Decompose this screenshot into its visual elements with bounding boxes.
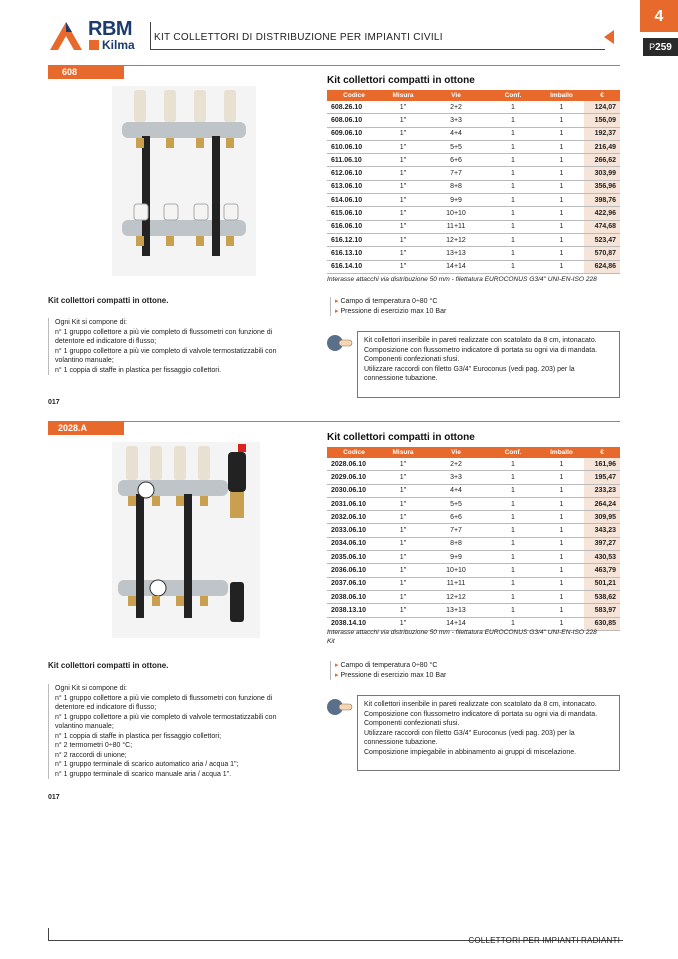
table-cell: 1 <box>487 458 539 471</box>
table-cell: 1" <box>381 590 425 603</box>
table-cell: 1" <box>381 220 425 233</box>
table-cell: 1 <box>539 497 584 510</box>
spec-bullets <box>330 297 535 316</box>
product-code: 2036.06.10 <box>327 564 381 577</box>
price-table <box>327 90 620 274</box>
table-cell: 1 <box>539 564 584 577</box>
info-line: Utilizzare raccordi con filetto G3/4" Euroconus (vedi pag. 203) per la connessione tubazione. <box>364 729 575 746</box>
spec-bullet: ▸ Campo di temperatura 0÷80 °C <box>335 661 535 671</box>
product-code: 2038.14.10 <box>327 617 381 630</box>
table-cell: 1 <box>487 154 539 167</box>
info-box <box>357 695 620 771</box>
product-code: 608.06.10 <box>327 114 381 127</box>
spec-bullets <box>330 661 535 680</box>
table-cell: 14+14 <box>425 617 487 630</box>
price-cell: 233,23 <box>584 484 620 497</box>
table-cell: 4+4 <box>425 484 487 497</box>
table-cell: 1" <box>381 247 425 260</box>
table-cell: 1 <box>487 577 539 590</box>
product-code: 615.06.10 <box>327 207 381 220</box>
table-cell: 3+3 <box>425 114 487 127</box>
price-cell: 161,96 <box>584 458 620 471</box>
table-cell: 12+12 <box>425 590 487 603</box>
table-row <box>327 167 620 180</box>
table-cell: 1 <box>539 114 584 127</box>
column-header: Codice <box>327 447 381 458</box>
product-code: 2028.06.10 <box>327 458 381 471</box>
price-cell: 303,99 <box>584 167 620 180</box>
product-code: 616.06.10 <box>327 220 381 233</box>
price-cell: 124,07 <box>584 101 620 114</box>
table-cell: 1 <box>539 154 584 167</box>
price-cell: 463,79 <box>584 564 620 577</box>
table-cell: 13+13 <box>425 604 487 617</box>
section-code: 017 <box>48 399 60 406</box>
table-cell: 1" <box>381 260 425 273</box>
table-cell: 1" <box>381 194 425 207</box>
table-row <box>327 140 620 153</box>
table-cell: 1 <box>487 564 539 577</box>
table-row <box>327 101 620 114</box>
product-code: 608.26.10 <box>327 101 381 114</box>
page-title: KIT COLLETTORI DI DISTRIBUZIONE PER IMPIANTI CIVILI <box>154 32 443 43</box>
price-cell: 192,37 <box>584 127 620 140</box>
info-line: Kit collettori inseribile in pareti realizzate con scatolato da 8 cm, intonacato. <box>364 701 597 708</box>
table-cell: 1 <box>539 458 584 471</box>
table-cell: 1 <box>487 537 539 550</box>
product-code: 612.06.10 <box>327 167 381 180</box>
info-line: Composizione impiegabile in abbinamento ai gruppi di miscelazione. <box>364 748 577 756</box>
header-rule <box>150 49 605 50</box>
composition-item: n° 2 raccordi di unione; <box>55 751 127 759</box>
table-row <box>327 127 620 140</box>
column-header: Misura <box>381 447 425 458</box>
product-photo <box>112 86 256 276</box>
table-note: Interasse attacchi via distribuzione 50 mm - filettatura EUROCONUS G3/4" UNI-EN-ISO 228 <box>327 276 597 283</box>
composition-item: n° 1 gruppo collettore a più vie completo di flussometri con funzione di detentore ed indicatore di flusso; <box>55 328 273 345</box>
info-line: Utilizzare raccordi con filetto G3/4" Euroconus (vedi pag. 203) per la connessione tubazione. <box>364 365 575 382</box>
table-cell: 1" <box>381 617 425 630</box>
table-cell: 4+4 <box>425 127 487 140</box>
table-cell: 1 <box>539 511 584 524</box>
table-row <box>327 564 620 577</box>
product-code: 2032.06.10 <box>327 511 381 524</box>
table-cell: 13+13 <box>425 247 487 260</box>
table-cell: 2+2 <box>425 101 487 114</box>
description-title: Kit collettori compatti in ottone. <box>48 296 169 305</box>
table-cell: 1 <box>487 471 539 484</box>
section-rule <box>48 421 620 422</box>
section-rule <box>48 65 620 66</box>
price-cell: 343,23 <box>584 524 620 537</box>
rbm-logo <box>48 18 148 54</box>
product-code: 2038.13.10 <box>327 604 381 617</box>
table-cell: 10+10 <box>425 207 487 220</box>
table-cell: 8+8 <box>425 180 487 193</box>
table-cell: 1" <box>381 524 425 537</box>
section-badge: 2028.A <box>48 421 124 435</box>
product-code: 2030.06.10 <box>327 484 381 497</box>
kit-title: Kit collettori compatti in ottone <box>327 432 475 443</box>
table-cell: 1" <box>381 233 425 246</box>
table-cell: 1" <box>381 551 425 564</box>
table-cell: 1 <box>487 127 539 140</box>
table-row <box>327 511 620 524</box>
product-code: 2034.06.10 <box>327 537 381 550</box>
product-code: 2035.06.10 <box>327 551 381 564</box>
page-number: 259 <box>655 42 672 53</box>
spec-bullet: ▸ Campo di temperatura 0÷80 °C <box>335 297 535 307</box>
table-row <box>327 537 620 550</box>
table-row <box>327 220 620 233</box>
composition-item: Ogni Kit si compone di: <box>55 319 127 326</box>
table-cell: 5+5 <box>425 497 487 510</box>
table-cell: 1 <box>539 233 584 246</box>
info-box <box>357 331 620 398</box>
column-header: € <box>584 447 620 458</box>
column-header: Imballo <box>539 447 584 458</box>
table-cell: 1 <box>539 577 584 590</box>
table-cell: 1" <box>381 127 425 140</box>
table-row <box>327 471 620 484</box>
header-divider <box>150 22 151 50</box>
table-cell: 1 <box>487 590 539 603</box>
table-cell: 1 <box>487 220 539 233</box>
table-row <box>327 577 620 590</box>
price-cell: 630,85 <box>584 617 620 630</box>
composition-item: n° 1 coppia di staffe in plastica per fissaggio collettori. <box>55 366 222 374</box>
table-cell: 1 <box>539 604 584 617</box>
table-cell: 1" <box>381 114 425 127</box>
table-cell: 11+11 <box>425 220 487 233</box>
table-cell: 7+7 <box>425 524 487 537</box>
table-cell: 9+9 <box>425 194 487 207</box>
price-cell: 398,76 <box>584 194 620 207</box>
table-cell: 1 <box>539 484 584 497</box>
table-cell: 1" <box>381 484 425 497</box>
product-code: 613.06.10 <box>327 180 381 193</box>
table-cell: 6+6 <box>425 511 487 524</box>
table-cell: 1 <box>539 127 584 140</box>
table-cell: 1 <box>539 220 584 233</box>
page-prefix: P <box>649 42 656 52</box>
table-row <box>327 590 620 603</box>
table-cell: 1 <box>487 194 539 207</box>
product-code: 611.06.10 <box>327 154 381 167</box>
column-header: Conf. <box>487 447 539 458</box>
composition-item: Ogni Kit si compone di: <box>55 685 127 692</box>
price-cell: 195,47 <box>584 471 620 484</box>
table-row <box>327 207 620 220</box>
product-code: 616.13.10 <box>327 247 381 260</box>
composition-item: n° 1 gruppo terminale di scarico automatico aria / acqua 1"; <box>55 761 239 768</box>
table-row <box>327 497 620 510</box>
table-cell: 1 <box>539 247 584 260</box>
price-cell: 356,96 <box>584 180 620 193</box>
table-cell: 6+6 <box>425 154 487 167</box>
table-cell: 1" <box>381 604 425 617</box>
table-cell: 1" <box>381 511 425 524</box>
product-code: 616.12.10 <box>327 233 381 246</box>
table-cell: 1 <box>487 101 539 114</box>
product-code: 2037.06.10 <box>327 577 381 590</box>
table-cell: 1 <box>539 207 584 220</box>
table-cell: 1 <box>487 497 539 510</box>
composition-list <box>48 684 303 779</box>
price-cell: 474,68 <box>584 220 620 233</box>
price-cell: 570,87 <box>584 247 620 260</box>
kilma-mark-icon <box>89 40 99 50</box>
arrow-left-icon <box>604 30 614 44</box>
table-cell: 1 <box>539 617 584 630</box>
footer-title: COLLETTORI PER IMPIANTI RADIANTI <box>468 936 620 945</box>
column-header: Misura <box>381 90 425 101</box>
table-cell: 1 <box>539 180 584 193</box>
table-row <box>327 180 620 193</box>
table-cell: 1 <box>487 260 539 273</box>
description-title: Kit collettori compatti in ottone. <box>48 661 169 670</box>
table-cell: 1" <box>381 180 425 193</box>
table-cell: 1" <box>381 167 425 180</box>
table-cell: 1" <box>381 497 425 510</box>
table-row <box>327 551 620 564</box>
product-code: 614.06.10 <box>327 194 381 207</box>
table-cell: 1" <box>381 564 425 577</box>
logo-sub: Kilma <box>102 38 135 52</box>
chapter-tab: 4 <box>640 0 678 32</box>
product-code: 2031.06.10 <box>327 497 381 510</box>
product-photo <box>112 442 260 638</box>
table-cell: 1 <box>539 167 584 180</box>
table-row <box>327 458 620 471</box>
column-header: Codice <box>327 90 381 101</box>
table-cell: 1" <box>381 207 425 220</box>
table-row <box>327 154 620 167</box>
table-cell: 1 <box>487 114 539 127</box>
table-cell: 1" <box>381 154 425 167</box>
price-cell: 430,53 <box>584 551 620 564</box>
footer-divider <box>48 928 49 940</box>
table-cell: 1 <box>539 524 584 537</box>
table-row <box>327 260 620 273</box>
table-cell: 10+10 <box>425 564 487 577</box>
table-cell: 1 <box>539 260 584 273</box>
product-code: 610.06.10 <box>327 140 381 153</box>
table-cell: 1" <box>381 458 425 471</box>
table-row <box>327 524 620 537</box>
table-cell: 1" <box>381 577 425 590</box>
info-line: Composizione con flussometro indicatore di portata su ogni via di mandata. Componenti confezionati sfusi. <box>364 710 598 727</box>
table-cell: 1 <box>539 140 584 153</box>
table-cell: 1" <box>381 537 425 550</box>
table-cell: 14+14 <box>425 260 487 273</box>
table-cell: 1 <box>539 551 584 564</box>
logo-text: RBM <box>88 18 133 40</box>
price-cell: 538,62 <box>584 590 620 603</box>
table-cell: 1" <box>381 140 425 153</box>
table-cell: 1 <box>487 167 539 180</box>
product-code: 2038.06.10 <box>327 590 381 603</box>
table-cell: 1 <box>487 484 539 497</box>
composition-item: n° 1 coppia di staffe in plastica per fissaggio collettori; <box>55 732 222 740</box>
composition-item: n° 1 gruppo collettore a più vie completo di valvole termostatizzabili con volantino manuale; <box>55 347 277 364</box>
price-cell: 624,86 <box>584 260 620 273</box>
table-cell: 1 <box>487 207 539 220</box>
price-table <box>327 447 620 631</box>
table-cell: 12+12 <box>425 233 487 246</box>
hand-pointer-icon <box>327 334 353 352</box>
table-cell: 1 <box>487 247 539 260</box>
table-cell: 1 <box>487 140 539 153</box>
table-cell: 1 <box>487 551 539 564</box>
composition-item: n° 1 gruppo collettore a più vie completo di valvole termostatizzabili con volantino manuale; <box>55 713 277 730</box>
composition-item: n° 2 termometri 0÷80 °C; <box>55 742 133 749</box>
price-cell: 216,49 <box>584 140 620 153</box>
table-cell: 1 <box>539 471 584 484</box>
hand-pointer-icon <box>327 698 353 716</box>
table-cell: 7+7 <box>425 167 487 180</box>
composition-item: n° 1 gruppo collettore a più vie completo di flussometri con funzione di detentore ed indicatore di flusso; <box>55 694 273 711</box>
spec-bullet: ▸ Pressione di esercizio max 10 Bar <box>335 307 535 317</box>
spec-bullet: ▸ Pressione di esercizio max 10 Bar <box>335 671 535 681</box>
section-badge: 608 <box>48 65 124 79</box>
table-cell: 1 <box>487 617 539 630</box>
table-row <box>327 484 620 497</box>
price-cell: 397,27 <box>584 537 620 550</box>
price-cell: 422,96 <box>584 207 620 220</box>
column-header: Vie <box>425 447 487 458</box>
column-header: € <box>584 90 620 101</box>
column-header: Imballo <box>539 90 584 101</box>
table-cell: 1 <box>539 194 584 207</box>
table-note: Interasse attacchi via distribuzione 50 mm - filettatura EUROCONUS G3/4" UNI-EN-ISO 228 <box>327 629 597 636</box>
table-cell: 11+11 <box>425 577 487 590</box>
table-cell: 1" <box>381 471 425 484</box>
price-cell: 583,97 <box>584 604 620 617</box>
table-cell: 8+8 <box>425 537 487 550</box>
section-code: 017 <box>48 794 60 801</box>
product-code: 2029.06.10 <box>327 471 381 484</box>
table-cell: 1 <box>539 537 584 550</box>
table-cell: 2+2 <box>425 458 487 471</box>
table-cell: 1 <box>539 101 584 114</box>
table-header <box>327 90 620 101</box>
info-line: Composizione con flussometro indicatore di portata su ogni via di mandata. Componenti confezionati sfusi. <box>364 346 598 363</box>
price-cell: 523,47 <box>584 233 620 246</box>
price-cell: 309,95 <box>584 511 620 524</box>
product-code: 2033.06.10 <box>327 524 381 537</box>
table-cell: 1 <box>487 524 539 537</box>
table-row <box>327 604 620 617</box>
table-row <box>327 233 620 246</box>
product-code: 609.06.10 <box>327 127 381 140</box>
table-cell: 9+9 <box>425 551 487 564</box>
price-cell: 266,62 <box>584 154 620 167</box>
page-number-box <box>643 38 678 56</box>
composition-list <box>48 318 303 375</box>
info-line: Kit collettori inseribile in pareti realizzate con scatolato da 8 cm, intonacato. <box>364 337 597 344</box>
table-cell: 5+5 <box>425 140 487 153</box>
table-cell: 1 <box>487 604 539 617</box>
table-row <box>327 247 620 260</box>
table-header <box>327 447 620 458</box>
table-cell: 1" <box>381 101 425 114</box>
table-cell: 1 <box>487 233 539 246</box>
kit-title: Kit collettori compatti in ottone <box>327 75 475 86</box>
table-cell: 3+3 <box>425 471 487 484</box>
product-code: 616.14.10 <box>327 260 381 273</box>
column-header: Conf. <box>487 90 539 101</box>
table-row <box>327 114 620 127</box>
column-header: Vie <box>425 90 487 101</box>
price-cell: 156,09 <box>584 114 620 127</box>
price-cell: 264,24 <box>584 497 620 510</box>
price-cell: 501,21 <box>584 577 620 590</box>
table-cell: 1 <box>487 180 539 193</box>
table-cell: 1 <box>487 511 539 524</box>
table-row <box>327 194 620 207</box>
table-note-2: Kit <box>327 638 335 645</box>
table-cell: 1 <box>539 590 584 603</box>
composition-item: n° 1 gruppo terminale di scarico manuale aria / acqua 1". <box>55 770 232 778</box>
